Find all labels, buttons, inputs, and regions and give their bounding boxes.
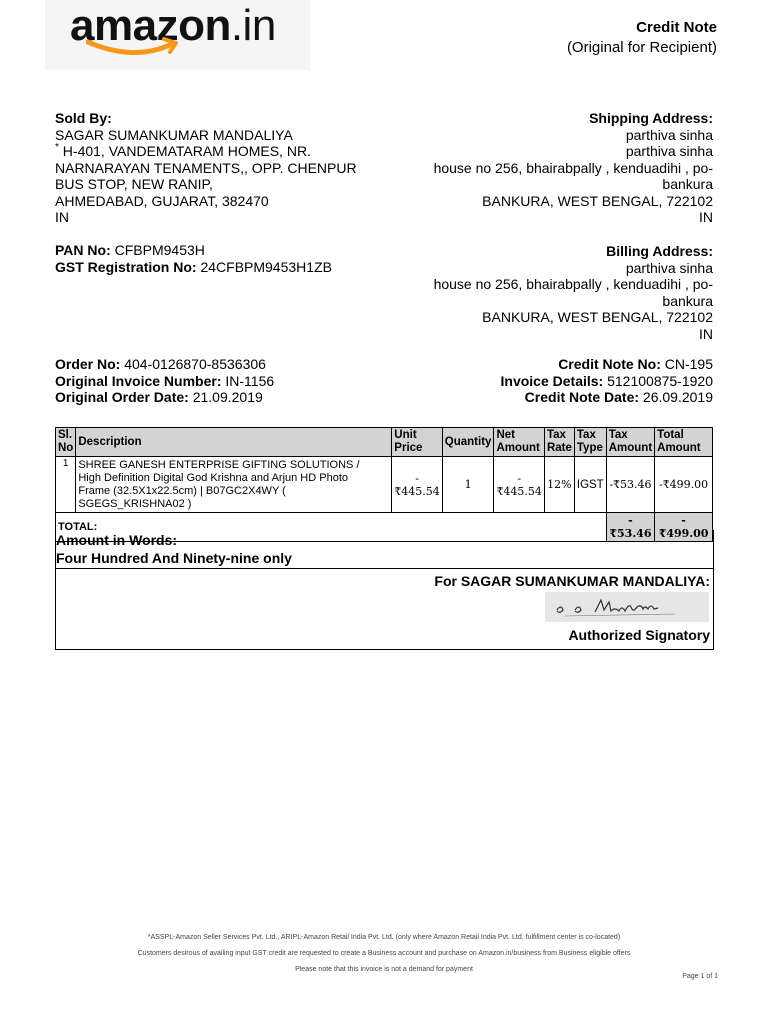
- document-subtitle: (Original for Recipient): [566, 39, 717, 56]
- table-row: [56, 457, 713, 513]
- logo-tld: .in: [230, 1, 276, 50]
- shipping-line: parthiva sinha: [625, 126, 713, 143]
- shipping-line: house no 256, bhairabpally , kenduadihi , po-: [433, 159, 713, 176]
- col-header-quantity: Quantity: [442, 428, 494, 457]
- description-line: SHREE GANESH ENTERPRISE GIFTING SOLUTIONS /: [78, 458, 360, 471]
- orig-date-value: 21.09.2019: [192, 389, 263, 405]
- seller-star: *: [55, 142, 59, 153]
- seller-heading: Sold By:: [55, 110, 112, 126]
- gst-row: [55, 259, 332, 276]
- cell-tax-type: IGST: [574, 457, 606, 513]
- items-table: [55, 427, 713, 542]
- seller-address-line: AHMEDABAD, GUJARAT, 382470: [55, 192, 269, 209]
- orig-invoice-label: Original Invoice Number:: [55, 372, 222, 389]
- footer-note: Customers desirous of availing input GST credit are requested to create a Business account and purchase on Amazon.in/business from Business eligible offers: [137, 950, 631, 957]
- credit-date-label: Credit Note Date:: [524, 389, 640, 405]
- billing-heading: Billing Address:: [606, 243, 713, 259]
- col-header-sl: Sl. No: [56, 428, 76, 457]
- seller-name: SAGAR SUMANKUMAR MANDALIYA: [55, 126, 293, 143]
- credit-date-row: [501, 389, 713, 406]
- description-line: High Definition Digital God Krishna and Arjun HD Photo: [78, 471, 348, 484]
- footer-note: Please note that this invoice is not a demand for payment: [295, 966, 473, 973]
- authorized-signatory: Authorized Signatory: [568, 627, 710, 643]
- cell-total-amount: -₹499.00: [655, 457, 713, 513]
- table-header-row: [56, 428, 713, 457]
- order-no-label: Order No:: [55, 356, 121, 372]
- description-line: SGEGS_KRISHNA02 ): [78, 497, 192, 510]
- order-no-row: [55, 356, 274, 373]
- shipping-block: [434, 110, 713, 226]
- cell-unit-price: -₹445.54: [392, 457, 443, 513]
- col-header-tax-type: Tax Type: [574, 428, 606, 457]
- document-title: Credit Note: [636, 19, 717, 36]
- total-tax-amount: -₹53.46: [606, 513, 654, 542]
- billing-line: BANKURA, WEST BENGAL, 722102: [482, 309, 713, 325]
- amount-words-label: Amount in Words:: [56, 532, 178, 548]
- col-header-tax-amount: Tax Amount: [606, 428, 654, 457]
- shipping-heading: Shipping Address:: [589, 110, 713, 126]
- credit-no-value: CN-195: [664, 356, 713, 372]
- col-header-total-amount: Total Amount: [655, 428, 713, 457]
- cell-sl: 1: [56, 457, 76, 513]
- credit-no-row: [501, 356, 713, 373]
- col-header-net-amount: Net Amount: [494, 428, 545, 457]
- seller-address-text: H-401, VANDEMATARAM HOMES, NR.: [62, 143, 311, 159]
- orig-date-row: [55, 389, 274, 406]
- billing-line: house no 256, bhairabpally , kenduadihi , po-: [433, 276, 713, 292]
- seller-address-line: NARNARAYAN TENAMENTS,, OPP. CHENPUR: [55, 159, 357, 176]
- billing-block: [434, 243, 713, 342]
- cell-tax-rate: 12%: [544, 457, 574, 513]
- order-details-right: [501, 356, 713, 406]
- for-seller-label: For SAGAR SUMANKUMAR MANDALIYA:: [434, 573, 710, 589]
- cell-net-amount: -₹445.54: [494, 457, 545, 513]
- pan-value: CFBPM9453H: [114, 242, 205, 258]
- gst-value: 24CFBPM9453H1ZB: [200, 258, 332, 275]
- billing-line: parthiva sinha: [625, 259, 713, 276]
- cell-description: [76, 457, 392, 513]
- signature-icon: [545, 592, 709, 622]
- footer-note: *ASSPL-Amazon Seller Services Pvt. Ltd., ARIPL-Amazon Retail India Pvt. Ltd. (only where Amazon Retail India Pvt. Ltd. fulfillment center is co-located): [147, 934, 621, 941]
- seller-address-line: BUS STOP, NEW RANIP,: [55, 176, 213, 192]
- orig-invoice-value: IN-1156: [225, 372, 275, 389]
- shipping-line: IN: [699, 209, 713, 225]
- amount-words-value: Four Hundred And Ninety-nine only: [56, 550, 292, 566]
- credit-no-label: Credit Note No:: [558, 356, 661, 372]
- seller-address-line: IN: [55, 209, 69, 225]
- order-no-value: 404-0126870-8536306: [124, 356, 266, 372]
- invoice-details-label: Invoice Details:: [500, 372, 604, 389]
- description-line: Frame (32.5X1x22.5cm) | B07GC2X4WY (: [78, 484, 286, 497]
- total-label: TOTAL:: [56, 513, 607, 542]
- orig-invoice-row: [55, 373, 274, 390]
- total-amount: -₹499.00: [655, 513, 713, 542]
- cell-tax-amount: -₹53.46: [606, 457, 654, 513]
- invoice-details-value: 512100875-1920: [607, 372, 713, 389]
- page-number: Page 1 of 1: [682, 973, 718, 980]
- billing-line: bankura: [662, 292, 713, 309]
- signature-image: [545, 592, 709, 622]
- orig-date-label: Original Order Date:: [55, 389, 189, 405]
- credit-date-value: 26.09.2019: [642, 389, 713, 405]
- tax-ids-block: [55, 242, 332, 275]
- order-details-left: [55, 356, 274, 406]
- pan-row: [55, 242, 332, 259]
- seller-block: [55, 110, 357, 226]
- billing-line: IN: [699, 325, 713, 342]
- col-header-description: Description: [76, 428, 392, 457]
- shipping-line: parthiva sinha: [625, 143, 713, 159]
- divider: [55, 568, 713, 569]
- col-header-tax-rate: Tax Rate: [544, 428, 574, 457]
- cell-quantity: 1: [442, 457, 494, 513]
- shipping-line: BANKURA, WEST BENGAL, 722102: [482, 192, 713, 209]
- shipping-line: bankura: [662, 176, 713, 192]
- gst-label: GST Registration No:: [55, 258, 197, 275]
- amazon-smile-icon: [86, 36, 182, 58]
- invoice-details-row: [501, 373, 713, 390]
- seller-address-line: [55, 143, 357, 160]
- col-header-unit-price: Unit Price: [392, 428, 443, 457]
- pan-label: PAN No:: [55, 242, 111, 258]
- logo-brand: amazon: [70, 1, 231, 50]
